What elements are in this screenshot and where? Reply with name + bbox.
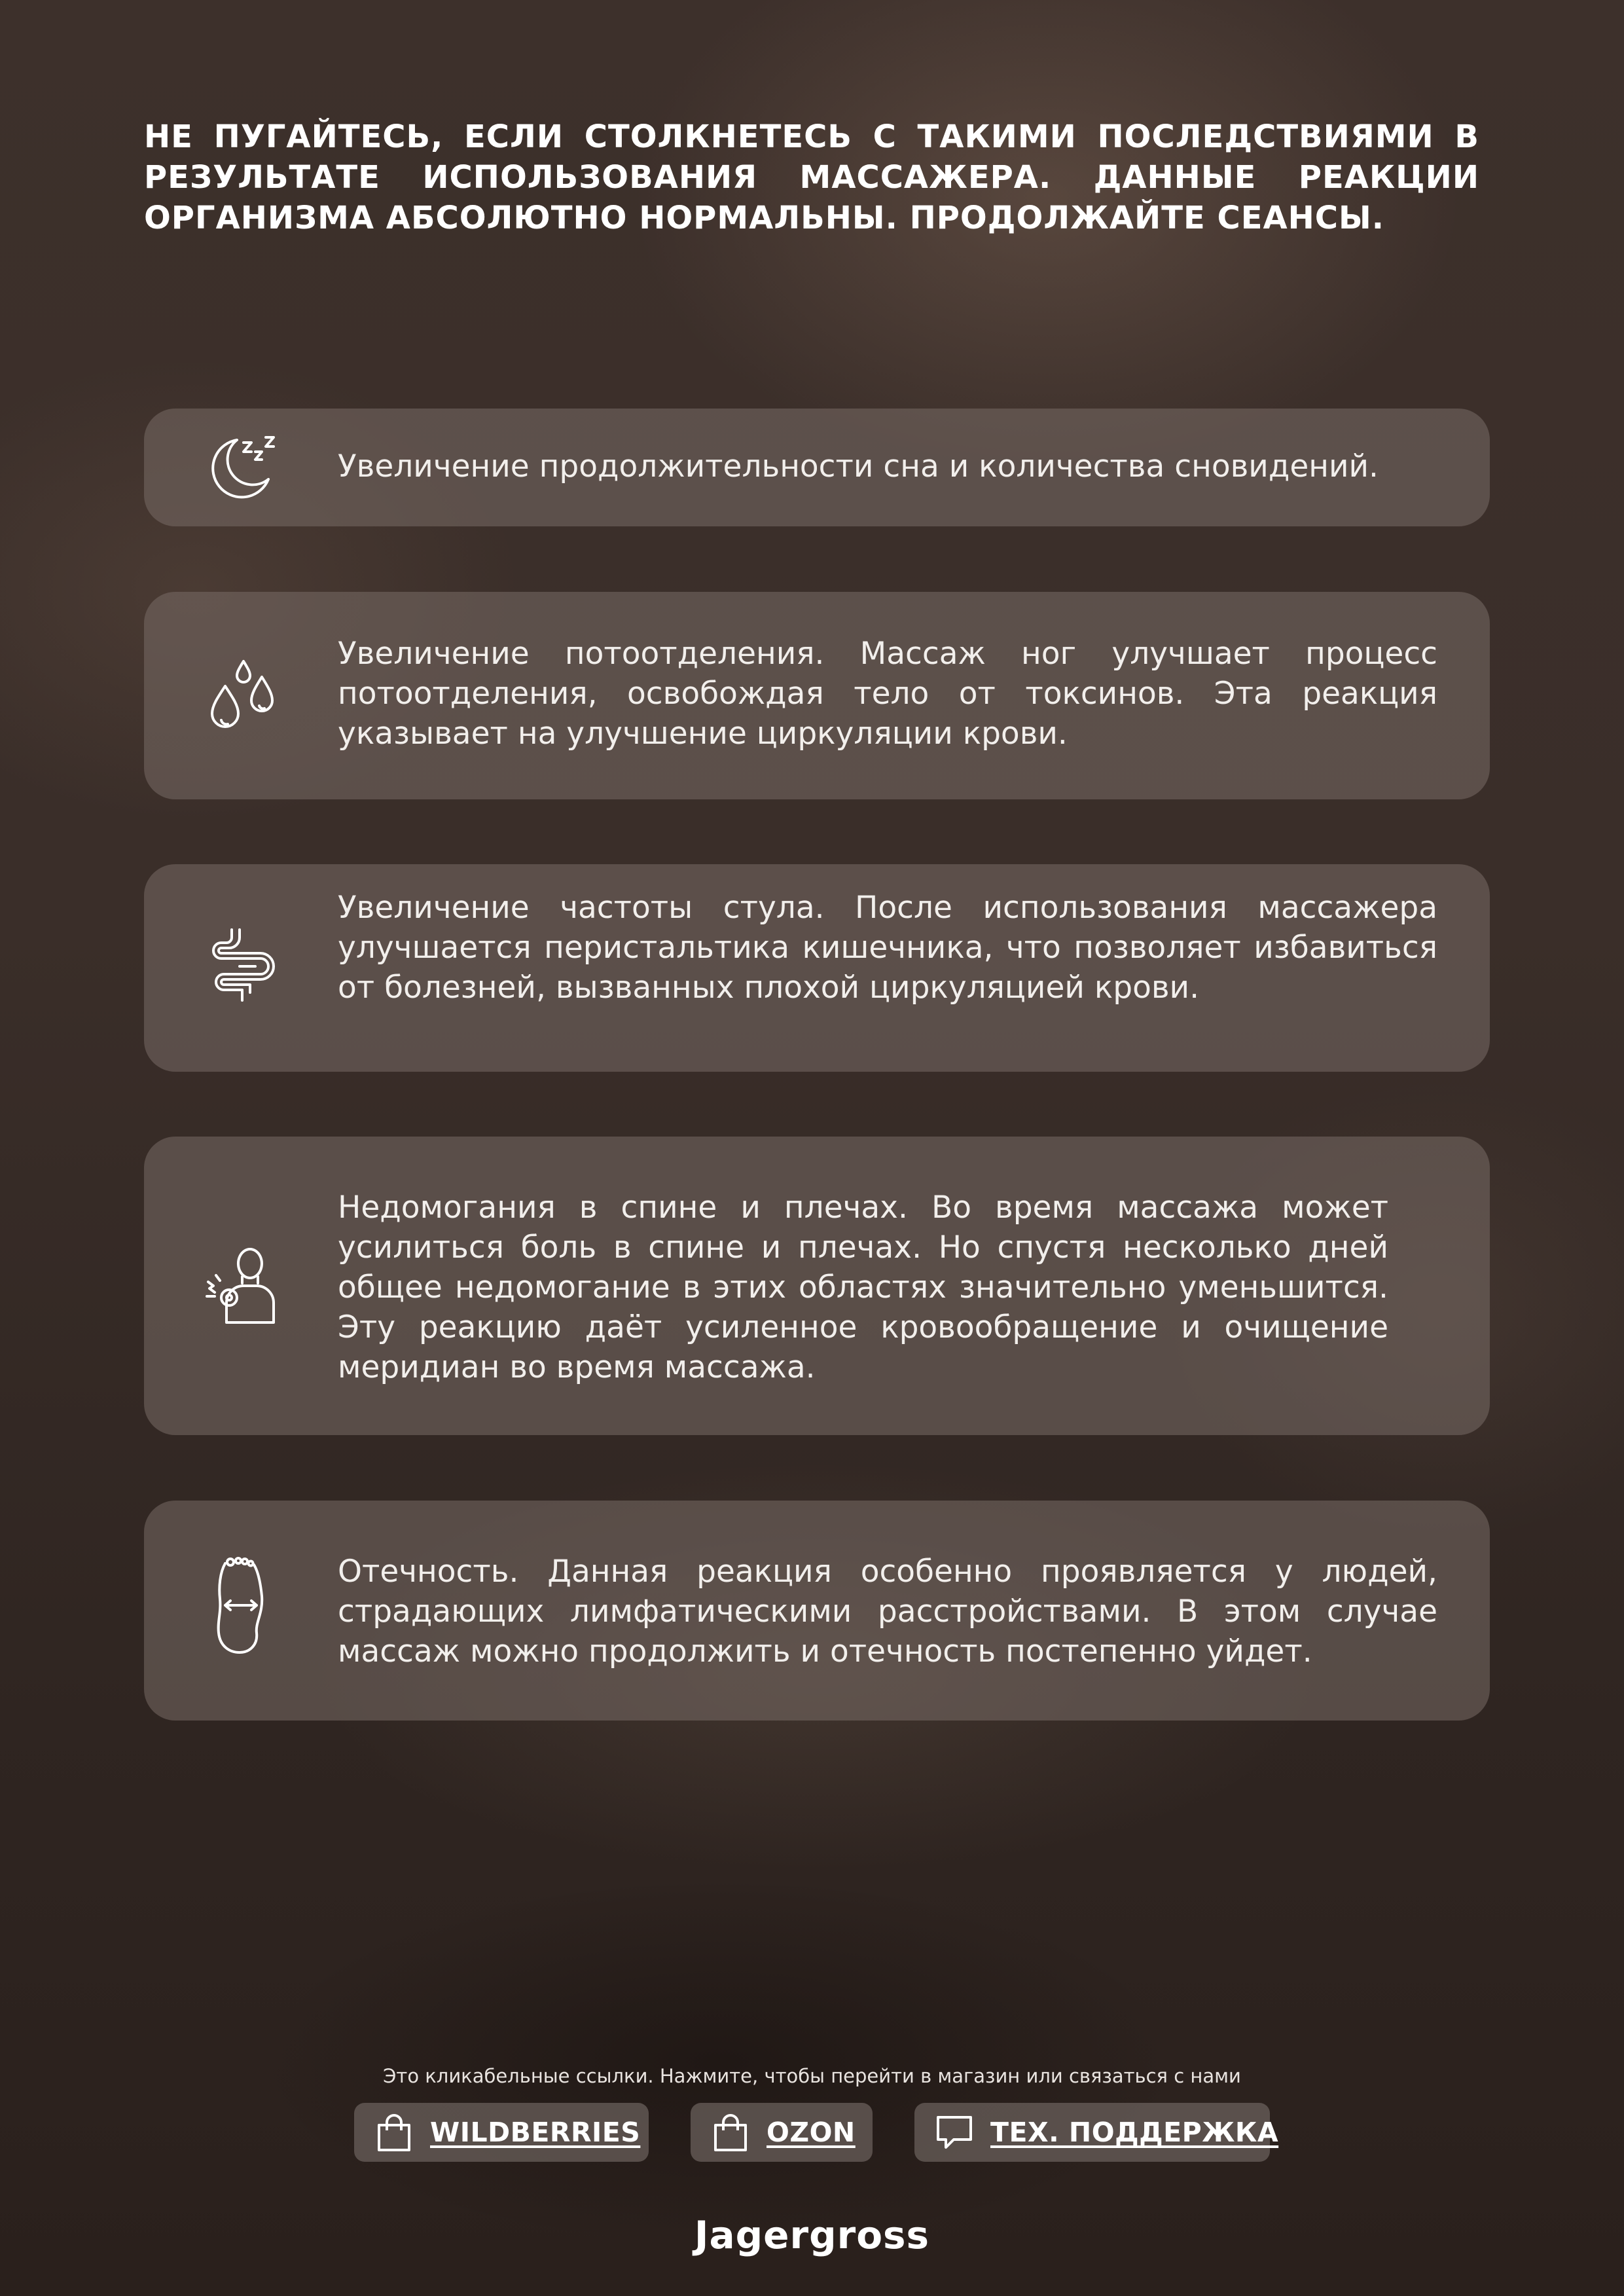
chat-bubble-icon — [934, 2112, 975, 2153]
reaction-text: Увеличение частоты стула. После использования массажера улучшается перистальтика кишечника, что позволяет избавиться от болезней, вызванных плохой циркуляцией крови. — [338, 890, 1437, 1006]
reaction-text: Увеличение продолжительности сна и количества сновидений. — [338, 448, 1379, 484]
links-note: Это кликабельные ссылки. Нажмите, чтобы перейти в магазин или связаться с нами — [383, 2065, 1241, 2087]
brand-name: Jagergross — [694, 2213, 930, 2257]
moon-sleep-icon — [203, 428, 281, 507]
shopping-bag-icon — [374, 2112, 414, 2153]
headline: НЕ ПУГАЙТЕСЬ, ЕСЛИ СТОЛКНЕТЕСЬ С ТАКИМИ ПОСЛЕДСТВИЯМИ В РЕЗУЛЬТАТЕ ИСПОЛЬЗОВАНИЯ МАССАЖЕРА. ДАННЫЕ РЕАКЦИИ ОРГАНИЗМА АБСОЛЮТНО НОРМАЛЬНЫ. ПРОДОЛЖАЙТЕ СЕАНСЫ. — [144, 118, 1479, 236]
button-label: OZON — [767, 2117, 856, 2148]
reaction-text: Недомогания в спине и плечах. Во время массажа может усилиться боль в спине и плечах. Но спустя несколько дней общее недомогание в этих областях значительно уменьшится. Эту реакцию даёт усиленное кровообращение и очищение меридиан во время массажа. — [338, 1190, 1388, 1385]
reaction-text: Отечность. Данная реакция особенно проявляется у людей, страдающих лимфатическими расстройствами. В этом случае массаж можно продолжить и отечность постепенно уйдет. — [338, 1554, 1437, 1669]
button-label: WILDBERRIES — [430, 2117, 641, 2148]
reaction-card-sweat — [144, 592, 1490, 799]
shopping-bag-icon — [710, 2112, 751, 2153]
reaction-card-digestion — [144, 864, 1490, 1072]
swollen-foot-icon — [203, 1557, 281, 1655]
back-pain-icon — [203, 1245, 281, 1324]
button-label: ТЕХ. ПОДДЕРЖКА — [990, 2117, 1279, 2148]
intestine-icon — [203, 927, 281, 1006]
reaction-card-back — [144, 1137, 1490, 1435]
reaction-text: Увеличение потоотделения. Массаж ног улучшает процесс потоотделения, освобождая тело от токсинов. Эта реакция указывает на улучшение циркуляции крови. — [338, 636, 1437, 752]
reaction-card-sleep — [144, 409, 1490, 526]
reaction-card-edema — [144, 1501, 1490, 1721]
support-button[interactable] — [914, 2103, 1279, 2162]
ozon-button[interactable] — [691, 2103, 873, 2162]
wildberries-button[interactable] — [354, 2103, 649, 2162]
sweat-drops-icon — [203, 657, 281, 736]
